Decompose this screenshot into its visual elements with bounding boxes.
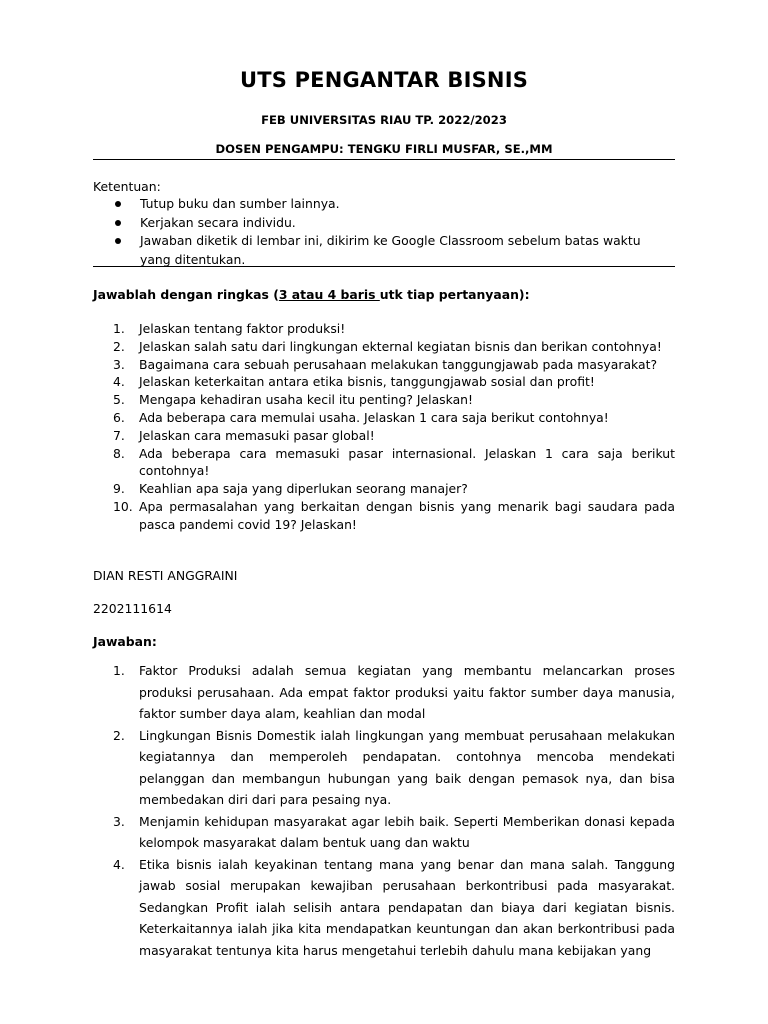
answers-label: Jawaban: — [93, 634, 157, 649]
list-item: Kerjakan secara individu. — [93, 214, 675, 233]
question-item: 8. Ada beberapa cara memasuki pasar internasional. Jelaskan 1 cara saja berikut contohnya! — [113, 445, 675, 479]
rules-label: Ketentuan: — [93, 179, 161, 194]
question-item: 1. Jelaskan tentang faktor produksi! — [113, 321, 346, 336]
bullet-icon — [115, 201, 121, 207]
institution-line: FEB UNIVERSITAS RIAU TP. 2022/2023 — [261, 113, 507, 127]
answer-item: 2. Lingkungan Bisnis Domestik ialah lingkungan yang membuat perusahaan melakukan kegiatannya dan memperoleh pendapatan. contohnya mencoba mendekati pelanggan dan membangun hubungan yang baik dengan pemasok nya, dan bisa membedakan diri dari para pesaing nya. — [113, 727, 675, 807]
answer-item: 3. Menjamin kehidupan masyarakat agar lebih baik. Seperti Memberikan donasi kepada kelompok masyarakat dalam bentuk uang dan waktu — [113, 813, 675, 850]
answers-list — [93, 660, 675, 961]
question-item: 5. Mengapa kehadiran usaha kecil itu penting? Jelaskan! — [113, 392, 473, 408]
list-item: Tutup buku dan sumber lainnya. — [93, 195, 675, 214]
list-item: Jawaban diketik di lembar ini, dikirim ke Google Classroom sebelum batas waktu yang ditentukan. — [93, 232, 675, 269]
question-item: 10. Apa permasalahan yang berkaitan dengan bisnis yang menarik bagi saudara pada pasca pandemi covid 19? Jelaskan! — [113, 498, 675, 532]
header-divider — [93, 159, 675, 160]
answer-item: 1. Faktor Produksi adalah semua kegiatan yang membantu melancarkan proses produksi perusahaan. Ada empat faktor produksi yaitu faktor sumber daya manusia, faktor sumber daya alam, keahlian dan modal — [113, 663, 675, 721]
questions-list — [93, 320, 675, 534]
document-title: UTS PENGANTAR BISNIS — [239, 68, 529, 92]
question-item: 6. Ada beberapa cara memulai usaha. Jelaskan 1 cara saja berikut contohnya! — [113, 409, 609, 425]
rules-list — [93, 195, 675, 269]
question-item: 3. Bagaimana cara sebuah perusahaan melakukan tanggungjawab pada masyarakat? — [113, 356, 658, 372]
question-item: 7. Jelaskan cara memasuki pasar global! — [113, 427, 375, 443]
instruction-line: Jawablah dengan ringkas (3 atau 4 baris utk tiap pertanyaan): — [93, 287, 530, 302]
lecturer-line: DOSEN PENGAMPU: TENGKU FIRLI MUSFAR, SE.,MM — [215, 142, 553, 156]
answer-item: 4. Etika bisnis ialah keyakinan tentang mana yang benar dan mana salah. Tanggung jawab sosial merupakan kewajiban perusahaan berkontribusi pada masyarakat. Sedangkan Profit ialah selisih antara pendapatan dan biaya dari kegiatan bisnis. Keterkaitannya ialah jika kita mendapatkan keuntungan dan akan berkontribusi pada masyarakat tentunya kita harus mengetahui terlebih dahulu mana kebijakan yang — [113, 856, 675, 958]
bullet-icon — [115, 220, 121, 226]
question-item: 2. Jelaskan salah satu dari lingkungan ekternal kegiatan bisnis dan berikan contohnya! — [113, 338, 662, 354]
student-id: 2202111614 — [93, 601, 172, 616]
question-item: 4. Jelaskan keterkaitan antara etika bisnis, tanggungjawab sosial dan profit! — [113, 374, 595, 390]
bullet-icon — [115, 238, 121, 244]
student-name: DIAN RESTI ANGGRAINI — [93, 568, 238, 583]
rules-divider — [93, 266, 675, 267]
question-item: 9. Keahlian apa saja yang diperlukan seorang manajer? — [113, 481, 468, 497]
